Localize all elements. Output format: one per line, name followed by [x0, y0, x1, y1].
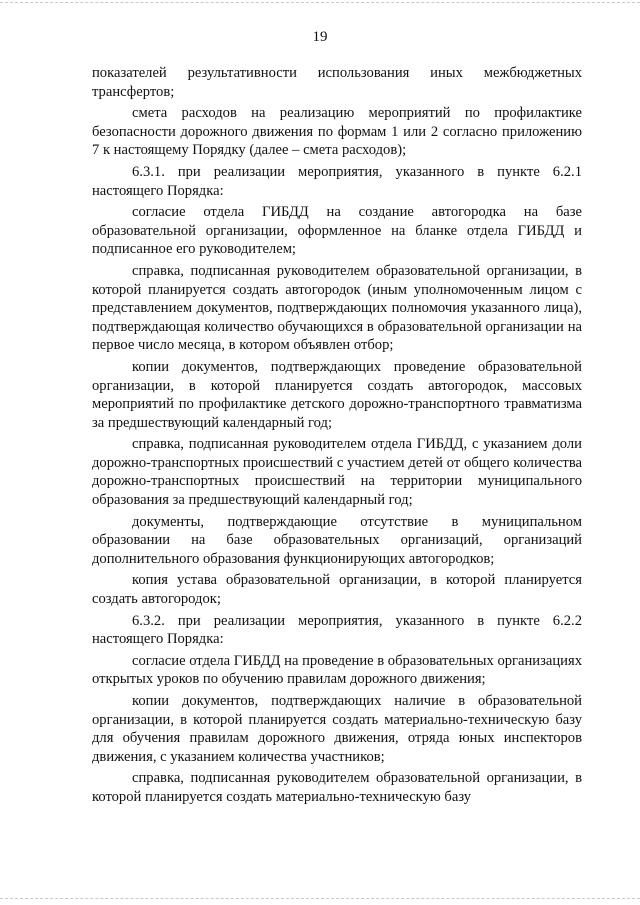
paragraph: 6.3.2. при реализации мероприятия, указанного в пункте 6.2.2 настоящего Порядка:: [92, 612, 582, 648]
document-body: [92, 64, 582, 810]
paragraph: копии документов, подтверждающих проведение образовательной организации, в которой планируется создать автогородок, массовых мероприятий по профилактике детского дорожно-транспортного травматизма за предшествующий календарный год;: [92, 358, 582, 431]
page-number: 19: [312, 29, 328, 45]
paragraph: документы, подтверждающие отсутствие в муниципальном образовании на базе образовательных организаций, организаций дополнительного образования функционирующих автогородков;: [92, 513, 582, 567]
paragraph: согласие отдела ГИБДД на создание автогородка на базе образовательной организации, оформленное на бланке отдела ГИБДД и подписанное его руководителем;: [92, 204, 582, 258]
paragraph: справка, подписанная руководителем образовательной организации, в которой планируется создать автогородок (иным уполномоченным лицом с представлением документов, подтверждающих полномочия указанного лица), подтверждающая количество обучающихся в образовательной организации на первое число месяца, в котором объявлен отбор;: [92, 262, 582, 354]
paragraph: копия устава образовательной организации, в которой планируется создать автогородок;: [92, 572, 582, 608]
scan-edge-bottom: [0, 898, 640, 900]
paragraph: копии документов, подтверждающих наличие в образовательной организации, в которой планируется создать материально-техническую базу для обучения правилам дорожного движения, отряда юных инспекторов движения, с указанием количества участников;: [92, 693, 582, 765]
paragraph: 6.3.1. при реализации мероприятия, указанного в пункте 6.2.1 настоящего Порядка:: [92, 163, 582, 199]
paragraph: справка, подписанная руководителем отдела ГИБДД, с указанием доли дорожно-транспортных происшествий с участием детей от общего количества дорожно-транспортных происшествий на территории муниципального образования за предшествующий календарный год;: [92, 436, 582, 509]
scan-edge-top: [0, 2, 640, 4]
paragraph: показателей результативности использования иных межбюджетных трансфертов;: [92, 65, 582, 100]
paragraph: смета расходов на реализацию мероприятий по профилактике безопасности дорожного движения по формам 1 или 2 согласно приложению 7 к настоящему Порядку (далее – смета расходов);: [92, 105, 582, 159]
paragraph: согласие отдела ГИБДД на проведение в образовательных организациях открытых уроков по обучению правилам дорожного движения;: [92, 652, 582, 688]
paragraph: справка, подписанная руководителем образовательной организации, в которой планируется создать материально-техническую базу: [92, 770, 582, 805]
